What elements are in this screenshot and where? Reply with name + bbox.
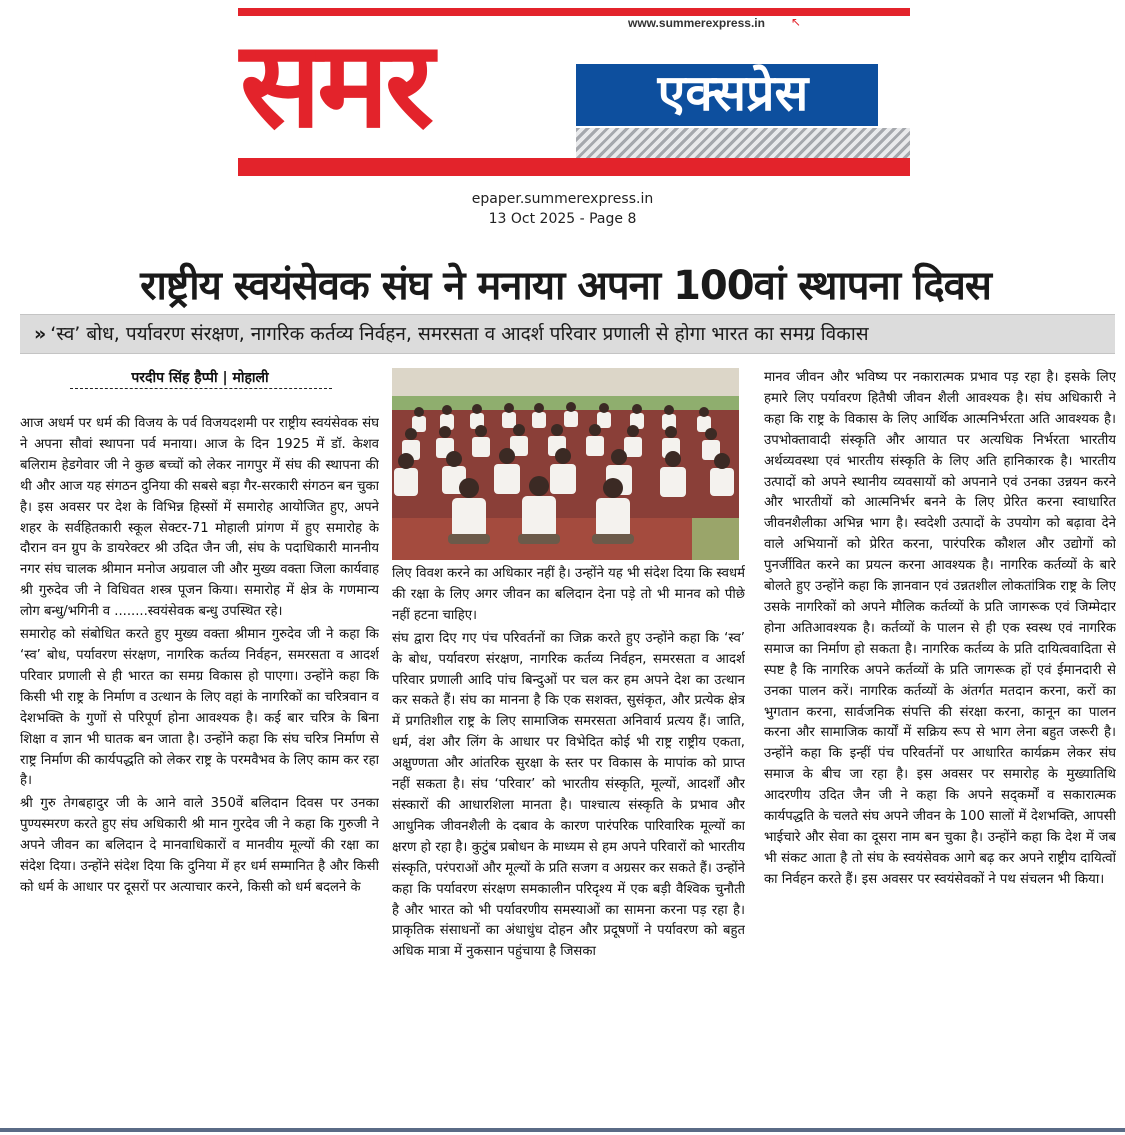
photo-illustration xyxy=(392,368,739,560)
rss-swayamsevaks-seated-photo xyxy=(392,368,739,560)
paragraph: लिए विवश करने का अधिकार नहीं है। उन्होंने यह भी संदेश दिया कि स्वधर्म की रक्षा के लिए अगर जीवन का बलिदान देना पड़े तो भी मानव को पीछे नहीं हटना चाहिए। xyxy=(392,566,745,623)
article-column-2 xyxy=(392,564,745,1120)
page-bottom-rule xyxy=(0,1128,1125,1132)
masthead-bottom-bar xyxy=(238,158,910,176)
masthead-url[interactable]: www.summerexpress.in xyxy=(628,16,765,30)
cursor-arrow-icon: ↖ xyxy=(791,15,802,29)
masthead xyxy=(238,8,910,176)
paragraph: श्री गुरु तेगबहादुर जी के आने वाले 350वें बलिदान दिवस पर उनका पुण्यस्मरण करते हुए संघ अधिकारी श्री मान गुरदेव जी ने कहा कि गुरुजी ने अपने जीवन का बलिदान दे मानवाधिकारों व मानवीय मूल्यों की रक्षा का संदेश दिया। उन्होंने संदेश दिया कि दुनिया में हर धर्म सम्मानित है और किसी को धर्म के आधार पर दूसरों पर अत्याचार करने, किसी को धर्म बदलने के xyxy=(20,796,379,895)
double-chevron-icon: » xyxy=(34,323,47,345)
article-column-1 xyxy=(20,414,379,1120)
edition-date-page: 13 Oct 2025 - Page 8 xyxy=(488,211,637,227)
article-subhead xyxy=(20,314,1115,354)
paragraph: आज अधर्म पर धर्म की विजय के पर्व विजयदशमी पर राष्ट्रीय स्वयंसेवक संघ ने अपना सौवां स्थापना पर्व मनाया। आज के दिन 1925 में डॉ. केशव बलिराम हेडगेवार जी ने कुछ बच्चों को लेकर नागपुर में संघ की स्थापना की थी और आज यह संगठन दुनिया की सबसे बड़ा गैर-सरकारी संगठन बन चुका है। इस अवसर पर देश के विभिन्न हिस्सों में समारोह आयोजित हुए, अपने शहर के सर्वहितकारी स्कूल सेक्टर-71 मोहाली प्रांगण में हुए समारोह के दौरान वन ग्रुप के डायरेक्टर श्री उदित जैन जी, संघ के पदाधिकारी माननीय नगर संघ चालक श्रीमान मनोज अग्रवाल जी और मुख्य वक्ता जिला कार्यवाह श्री गुरुदेव जी ने विधिवत शस्त्र पूजन किया। समारोह में क्षेत्र के गणमान्य लोग बन्धु/भगिनी व ........स्वयंसेवक बन्धु उपस्थित रहे। xyxy=(20,416,379,620)
paragraph: समारोह को संबोधित करते हुए मुख्य वक्ता श्रीमान गुरुदेव जी ने कहा कि ‘स्व’ बोध, पर्यावरण संरक्षण, नागरिक कर्तव्य निर्वहन, समरसता व आदर्श परिवार प्रणाली से ही भारत का समग्र विकास हो पाएगा। उन्होंने कहा कि किसी भी राष्ट्र के निर्माण व उत्थान के लिए वहां के नागरिकों का चरित्रवान व देशभक्ति के गुणों से परिपूर्ण होना आवश्यक है। कई बार चरित्र के बिना शिक्षा व ज्ञान भी घातक बन जाता है। उन्होंने कहा कि संघ चरित्र निर्माण से राष्ट्र निर्माण की कार्यपद्धति को लेकर राष्ट्र के परमवैभव के लिए काम कर रहा है। xyxy=(20,627,379,789)
masthead-title-main: समर xyxy=(240,16,430,155)
byline-divider xyxy=(70,388,332,389)
masthead-stripes xyxy=(576,128,910,158)
article-headline: राष्ट्रीय स्वयंसेवक संघ ने मनाया अपना 100वां स्थापना दिवस xyxy=(140,263,991,309)
article-byline: परदीप सिंह हैप्पी | मोहाली xyxy=(131,370,269,386)
epaper-site[interactable]: epaper.summerexpress.in xyxy=(471,191,654,207)
subhead-text: ‘स्व’ बोध, पर्यावरण संरक्षण, नागरिक कर्तव्य निर्वहन, समरसता व आदर्श परिवार प्रणाली से होगा भारत का समग्र विकास xyxy=(50,323,869,345)
paragraph: मानव जीवन और भविष्य पर नकारात्मक प्रभाव पड़ रहा है। इसके लिए हमारे लिए पर्यावरण हितैषी जीवन शैली आवश्यक है। संघ अधिकारी ने कहा कि राष्ट्र के विकास के लिए आर्थिक आत्मनिर्भरता अति आवश्यक है। उपभोक्तावादी संस्कृति और आयात पर अत्यधिक निर्भरता भारतीय अर्थव्यवस्था एवं भारतीय संस्कृति के लिए अति हानिकारक है। भारतीय उत्पादों को अपने स्थानीय व्यवसायों को अपनाने एवं उनका उन्नयन करने और भारतीयों को आत्मनिर्भर बनने के लिए प्रेरित करना स्वाधारित जीवनशैलीका अभिन्न भाग है। स्वदेशी उत्पादों के उपयोग को बढ़ावा देने वाले अभियानों को प्रेरित करना, पारंपरिक कौशल और उद्योगों को पुनर्जीवित करने का प्रयत्न करना आवश्यक है। नागरिक कर्तव्यों के बारे बोलते हुए उन्होंने कहा कि ज्ञानवान एवं उन्नतशील लोकतांत्रिक राष्ट्र के लिए उसके नागरिकों को अपने मौलिक कर्तव्यों के प्रति जागरूक एवं जिम्मेदार होना अतिआवश्यक है। कर्तव्यों के पालन से ही एक स्वस्थ एवं नागरिक समाज का निर्माण हो सकता है। नागरिक कर्तव्य के प्रति दायित्ववादिता से स्पष्ट है कि नागरिक अपने कर्तव्यों के प्रति जागरूक हों एवं ईमानदारी से उनका पालन करें। नागरिक कर्तव्यों के अंतर्गत मतदान करना, करों का भुगतान करना, सार्वजनिक संपत्ति की संरक्षा करना, कानून का पालन करना और सामाजिक कार्यों में सक्रिय रूप से भाग लेना बहुत जरूरी है। उन्होंने कहा कि इन्हीं पंच परिवर्तनों पर आधारित कार्यक्रम लेकर संघ समाज के बीच जा रहा है। इस अवसर पर समारोह के मुख्यातिथि आदरणीय उदित जैन जी ने कहा कि अपने सद्कर्मों व सकारात्मक कार्यपद्धति के चलते संघ अपने जीवन के 100 सालों में देशभक्ति, आपसी भाईचारे और सेवा का दूसरा नाम बन चुका है। उन्होंने कहा कि देश में जब भी संकट आता है तो संघ के स्वयंसेवक आगे बढ़ कर अपने राष्ट्रीय दायित्वों का निर्वहन करते हैं। इस अवसर पर स्वयंसेवकों ने पथ संचलन भी किया। xyxy=(764,370,1116,887)
article-column-3 xyxy=(764,368,1116,1120)
paragraph: संघ द्वारा दिए गए पंच परिवर्तनों का जिक्र करते हुए उन्होंने कहा कि ‘स्व’ के बोध, पर्यावरण संरक्षण, नागरिक कर्तव्य निर्वहन, समरसता व आदर्श परिवार प्रणाली आदि पांच बिन्दुओं पर चल कर हम अपने देश का उत्थान कर सकते हैं। संघ का मानना है कि एक सशक्त, सुसंकृत, और प्रत्येक क्षेत्र में प्रगतिशील राष्ट्र के लिए सामाजिक समरसता अनिवार्य प्रत्यय हैं। जाति, धर्म, वंश और लिंग के आधार पर विभेदित कोई भी राष्ट्र राष्ट्रीय एकता, अक्षुण्णता और आंतरिक सुरक्षा के स्तर पर विकास के मापांक को प्राप्त नहीं सकता है। संघ ‘परिवार’ को भारतीय संस्कृति, मूल्यों, आदर्शों और संस्कारों की आधारशिला मानता है। पाश्चात्य संस्कृति के प्रभाव और आधुनिक जीवनशैली के दबाव के कारण पारंपरिक पारिवारिक मूल्यों का क्षरण हो रहा है। कुटुंब प्रबोधन के माध्यम से हम अपने परिवारों को भारतीय संस्कृति, परंपराओं और मूल्यों के प्रति सजग व अग्रसर कर सकते हैं। उन्होंने कहा कि पर्यावरण संरक्षण समकालीन परिदृश्य में एक बड़ी वैश्विक चुनौती है और भारत को भी पर्यावरणीय समस्याओं का सामना करना पड़ रहा है। प्राकृतिक संसाधनों का अंधाधुंध दोहन और प्रदूषणों ने पर्यावरण को बहुत अधिक मात्रा में नुकसान पहुंचाया है जिसका xyxy=(392,630,745,960)
masthead-title-sub: एक्सप्रेस xyxy=(657,64,809,122)
